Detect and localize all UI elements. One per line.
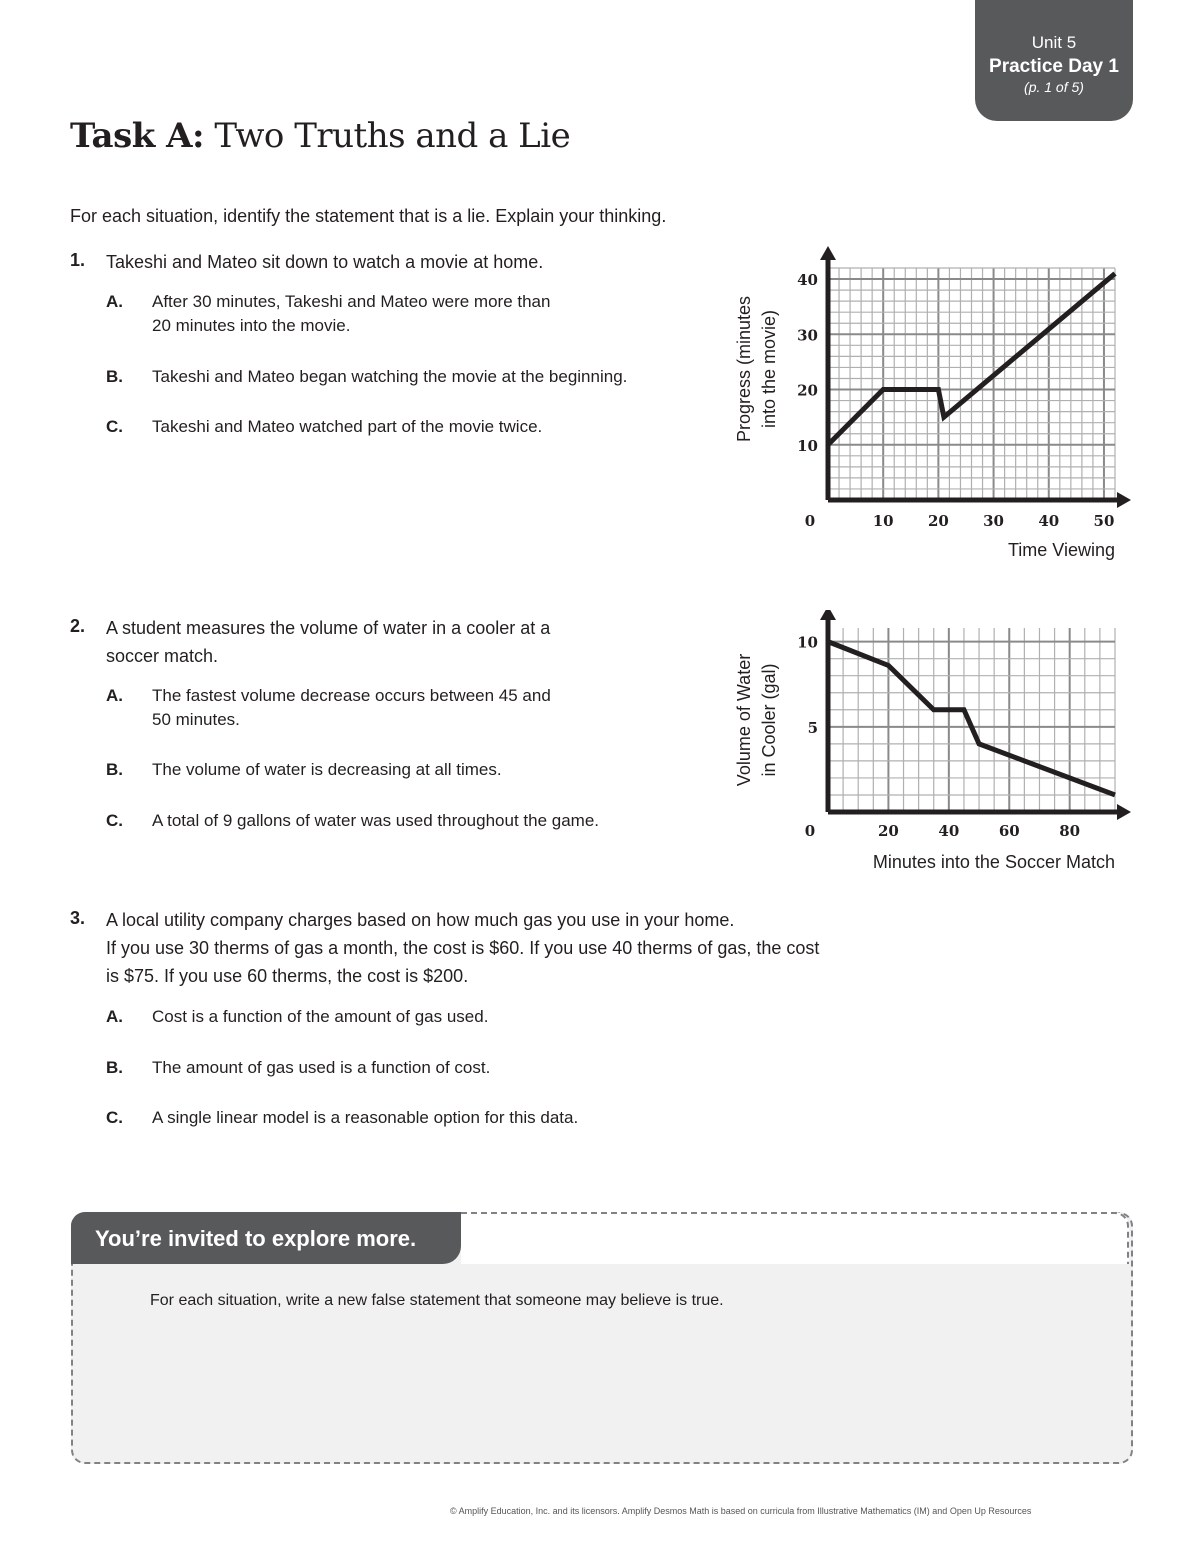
y-tick-label: 10 bbox=[797, 436, 818, 455]
option-letter: B. bbox=[106, 1058, 123, 1077]
y-axis-arrow bbox=[820, 246, 836, 260]
unit-tab bbox=[975, 0, 1133, 121]
x-axis-label: Minutes into the Soccer Match bbox=[872, 852, 1115, 872]
explore-heading: You’re invited to explore more. bbox=[71, 1212, 461, 1264]
unit-label: Unit 5 bbox=[1031, 33, 1077, 52]
y-tick-label: 20 bbox=[797, 381, 818, 400]
x-tick-label: 0 bbox=[804, 512, 816, 530]
option-text: 50 minutes. bbox=[152, 710, 240, 729]
problem-number: 2. bbox=[70, 616, 86, 636]
x-tick-label: 60 bbox=[998, 822, 1020, 840]
problem-prompt: soccer match. bbox=[106, 646, 219, 666]
option-text: Cost is a function of the amount of gas used. bbox=[152, 1007, 489, 1026]
x-tick-label: 0 bbox=[804, 822, 816, 840]
option-text: A single linear model is a reasonable option for this data. bbox=[152, 1108, 579, 1127]
page-indicator: (p. 1 of 5) bbox=[1024, 79, 1084, 95]
title-bold: Task A: bbox=[70, 116, 205, 156]
practice-label: Practice Day 1 bbox=[989, 56, 1119, 77]
chart-movie-progress bbox=[720, 240, 1150, 570]
x-axis-arrow bbox=[1117, 804, 1131, 820]
problem-number: 1. bbox=[70, 250, 86, 270]
option-text: The amount of gas used is a function of cost. bbox=[152, 1058, 491, 1077]
option-text: A total of 9 gallons of water was used throughout the game. bbox=[152, 811, 600, 830]
title-rest: Two Truths and a Lie bbox=[204, 116, 571, 156]
y-tick-label: 10 bbox=[797, 633, 818, 652]
y-axis-label: in Cooler (gal) bbox=[759, 663, 779, 777]
x-tick-label: 50 bbox=[1093, 512, 1115, 530]
option-letter: B. bbox=[106, 760, 123, 779]
option-letter: A. bbox=[106, 1007, 123, 1026]
x-axis-arrow bbox=[1117, 492, 1131, 508]
x-tick-label: 80 bbox=[1059, 822, 1081, 840]
y-tick-label: 30 bbox=[797, 326, 818, 345]
problem-prompt: Takeshi and Mateo sit down to watch a movie at home. bbox=[106, 252, 544, 272]
option-letter: C. bbox=[106, 811, 123, 830]
instructions: For each situation, identify the statement that is a lie. Explain your thinking. bbox=[70, 206, 667, 226]
option-text: The volume of water is decreasing at all times. bbox=[152, 760, 502, 779]
y-tick-label: 40 bbox=[797, 271, 818, 290]
option-letter: C. bbox=[106, 417, 123, 436]
copyright-footer: © Amplify Education, Inc. and its licensors. Amplify Desmos Math is based on curricula from Illustrative Mathematics (IM) and Open Up Resources bbox=[450, 1506, 1032, 1516]
x-tick-label: 10 bbox=[872, 512, 894, 530]
y-tick-label: 5 bbox=[807, 718, 818, 737]
chart-cooler-volume bbox=[720, 610, 1150, 880]
option-letter: B. bbox=[106, 367, 123, 386]
problem-prompt: If you use 30 therms of gas a month, the cost is $60. If you use 40 therms of gas, the cost bbox=[106, 938, 820, 958]
x-tick-label: 40 bbox=[1038, 512, 1060, 530]
option-text: Takeshi and Mateo began watching the movie at the beginning. bbox=[152, 367, 628, 386]
y-axis-label: Volume of Water bbox=[734, 653, 754, 787]
problem-prompt: A student measures the volume of water in a cooler at a bbox=[106, 618, 551, 638]
x-axis-label: Time Viewing bbox=[1007, 540, 1115, 560]
x-tick-label: 20 bbox=[877, 822, 899, 840]
y-axis-label: Progress (minutes bbox=[734, 295, 754, 443]
y-axis-label: into the movie) bbox=[759, 309, 779, 429]
explore-box-top-border bbox=[461, 1212, 1129, 1264]
y-axis-arrow bbox=[820, 610, 836, 620]
explore-text: For each situation, write a new false statement that someone may believe is true. bbox=[150, 1292, 724, 1309]
data-line bbox=[828, 642, 1115, 795]
page-title bbox=[70, 116, 570, 156]
x-tick-label: 30 bbox=[983, 512, 1005, 530]
option-text: After 30 minutes, Takeshi and Mateo were more than bbox=[152, 292, 551, 311]
option-letter: C. bbox=[106, 1108, 123, 1127]
x-tick-label: 40 bbox=[938, 822, 960, 840]
problem-prompt: is $75. If you use 60 therms, the cost is $200. bbox=[106, 966, 469, 986]
option-text: 20 minutes into the movie. bbox=[152, 316, 351, 335]
option-letter: A. bbox=[106, 292, 123, 311]
option-text: Takeshi and Mateo watched part of the movie twice. bbox=[152, 417, 543, 436]
x-tick-label: 20 bbox=[927, 512, 949, 530]
problem-prompt: A local utility company charges based on how much gas you use in your home. bbox=[106, 910, 735, 930]
problem-number: 3. bbox=[70, 908, 86, 928]
option-text: The fastest volume decrease occurs between 45 and bbox=[152, 686, 551, 705]
option-letter: A. bbox=[106, 686, 123, 705]
